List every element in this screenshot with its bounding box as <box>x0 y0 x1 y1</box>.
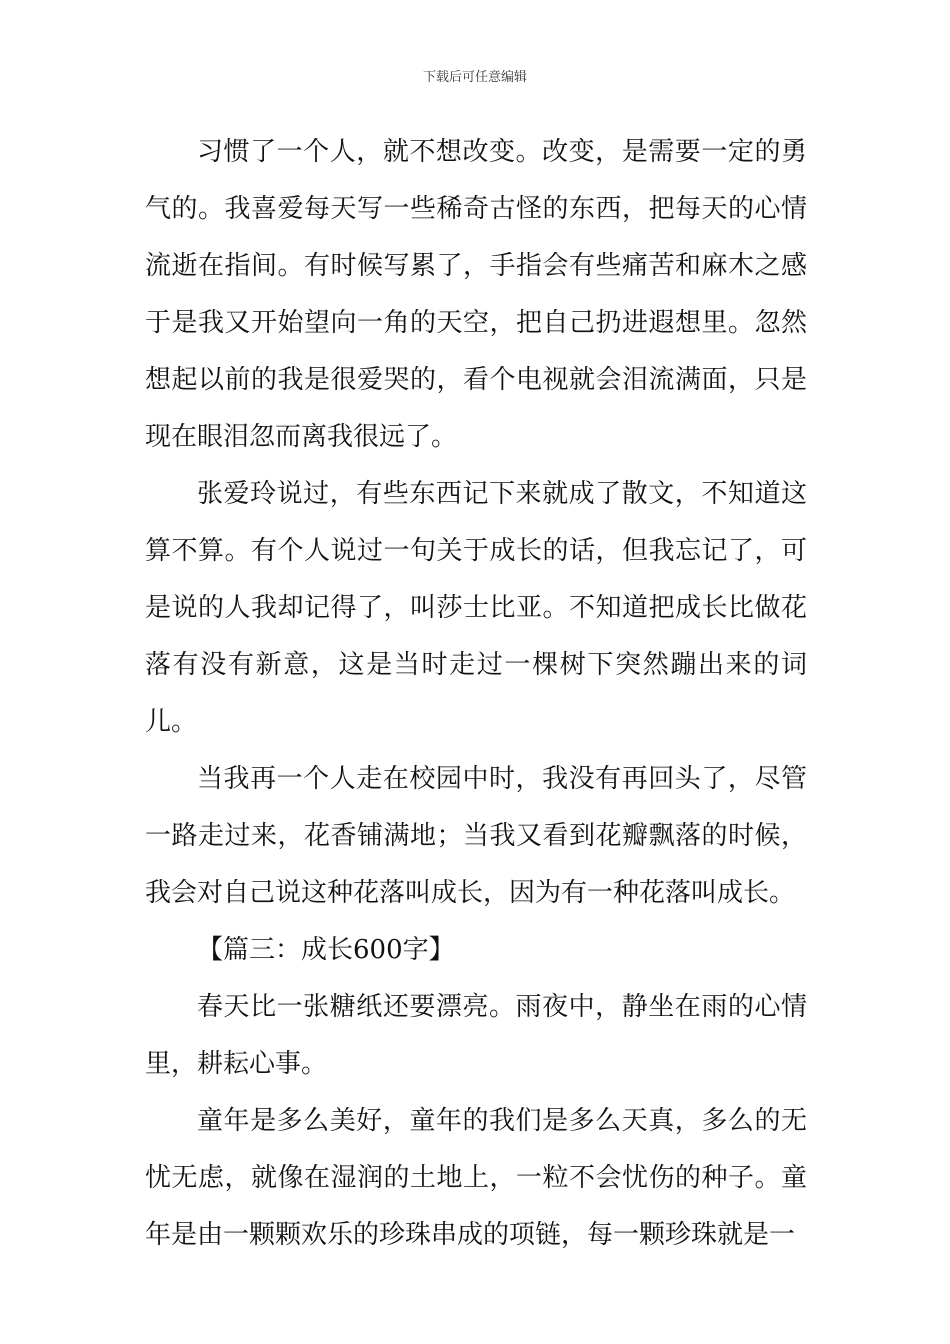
paragraph-1: 习惯了一个人，就不想改变。改变，是需要一定的勇气的。我喜爱每天写一些稀奇古怪的东西，把每天的心情流逝在指间。有时候写累了，手指会有些痛苦和麻木之感于是我又开始望向一角的天空，把自己扔进遐想里。忽然想起以前的我是很爱哭的，看个电视就会泪流满面，只是现在眼泪忽而离我很远了。 <box>145 137 807 452</box>
paragraph-2: 张爱玲说过，有些东西记下来就成了散文，不知道这算不算。有个人说过一句关于成长的话，但我忘记了，可是说的人我却记得了，叫莎士比亚。不知道把成长比做花落有没有新意，这是当时走过一棵树下突然蹦出来的词儿。 <box>145 479 807 737</box>
paragraph-4: 春天比一张糖纸还要漂亮。雨夜中，静坐在雨的心情里，耕耘心事。 <box>145 992 807 1079</box>
paragraph-5: 童年是多么美好，童年的我们是多么天真，多么的无忧无虑，就像在湿润的土地上，一粒不会忧伤的种子。童年是由一颗颗欢乐的珍珠串成的项链，每一颗珍珠就是一 <box>145 1106 807 1250</box>
document-body <box>145 124 807 1264</box>
paragraph-3: 当我再一个人走在校园中时，我没有再回头了，尽管一路走过来，花香铺满地；当我又看到花瓣飘落的时候，我会对自己说这种花落叫成长，因为有一种花落叫成长。 <box>145 764 807 908</box>
section-heading: 【篇三：成长600字】 <box>197 935 455 965</box>
page-header: 下载后可任意编辑 <box>422 70 527 85</box>
